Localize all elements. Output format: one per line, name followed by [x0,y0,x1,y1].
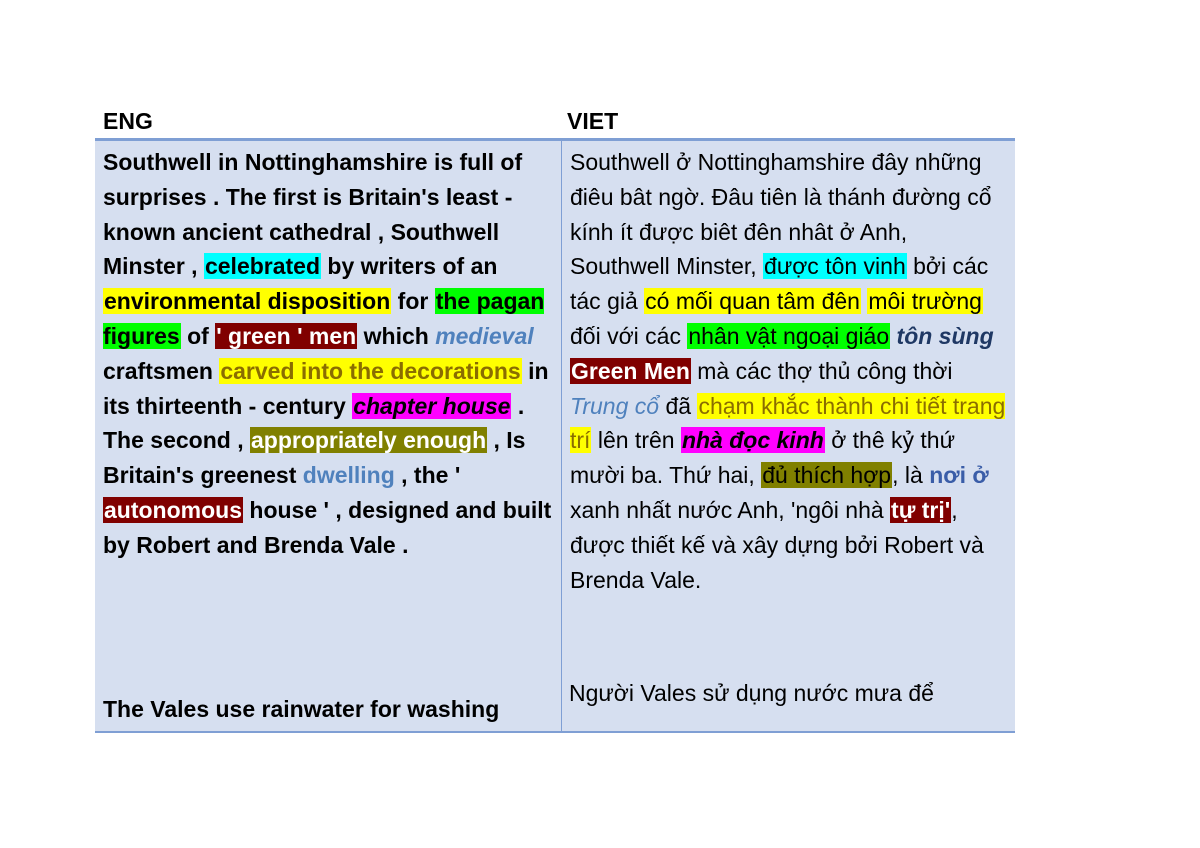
eng-text: for [397,288,429,315]
viet-highlight-green-men: Green Men [571,357,690,384]
eng-text: Southwell in Nottinghamshire is full of surprises . The first is Britain's least - known ancient cathedral , Southwell Minster , [103,149,523,280]
eng-highlight-chapter-house: chapter house [353,392,511,419]
viet-text: mà các thợ thủ công thời [697,357,953,384]
eng-text: craftsmen [103,357,213,384]
viet-column-header: VIET [567,108,619,134]
table-bottom-rule [95,731,1015,733]
eng-text: in its thirteenth - century [103,357,549,419]
eng-text: , Is Britain's greenest [103,427,526,489]
eng-highlight-carved: carved into the decorations [220,357,521,384]
eng-text: which [363,322,429,349]
viet-text: lên trên [597,427,675,454]
eng-text: house ' , designed and built by Robert and Brenda Vale . [103,496,552,558]
viet-highlight-nhan-vat: nhân vật ngoại giáo [688,322,890,349]
viet-text: đối với các [570,322,681,349]
viet-highlight-ton-sung: tôn sùng [896,322,994,349]
eng-text: , the ' [401,462,461,489]
viet-highlight-duoc-ton-vinh: được tôn vinh [764,253,906,280]
eng-text: . The second , [103,392,525,454]
viet-text: , được thiết kế và xây dựng bởi Robert và Brenda Vale. [570,496,984,593]
viet-highlight-tu-tri: tự trị' [891,496,951,523]
eng-text: by writers of an [327,253,498,280]
eng-text: of [187,322,209,349]
viet-text: ở thê kỷ thứ mười ba. Thứ hai, [570,427,955,489]
eng-last-line: The Vales use rainwater for washing [103,696,500,722]
viet-text: đã [665,392,692,419]
eng-cell [95,141,561,731]
viet-highlight-du-thich-hop: đủ thích hợp [762,462,892,489]
eng-highlight-green-men: ' green ' men [216,322,357,349]
eng-highlight-celebrated: celebrated [204,253,321,280]
viet-highlight-moi-truong: môi trường [868,288,982,315]
eng-column-header: ENG [103,108,153,134]
viet-text: Southwell ở Nottinghamshire đây những điêu bât ngờ. Đâu tiên là thánh đường cổ kính ít được biêt đên nhât ở Anh, Southwell Minster, [570,149,992,280]
eng-highlight-autonomous: autonomous [104,496,242,523]
viet-cell [561,141,1015,731]
eng-highlight-dwelling: dwelling [302,462,395,489]
eng-highlight-medieval: medieval [435,322,534,349]
viet-highlight-trung-co: Trung cổ [570,392,660,419]
eng-highlight-pagan-figures: the pagan figures [103,288,545,349]
table-header [95,104,1015,141]
viet-text: bởi các tác giả [570,253,989,315]
viet-text: xanh nhất nước Anh, 'ngôi nhà [570,496,884,523]
viet-highlight-nha-doc-kinh: nhà đọc kinh [681,427,824,454]
viet-last-line: Người Vales sử dụng nước mưa để [569,680,934,706]
viet-highlight-cham-khac: chạm khắc thành chi tiết trang trí [570,392,1006,454]
viet-highlight-co-moi-quan: có mối quan tâm đên [645,288,860,315]
viet-text: , là [892,462,923,489]
viet-highlight-noi-o: nơi ở [929,462,989,489]
eng-highlight-appropriately: appropriately enough [250,427,487,454]
eng-highlight-environmental: environmental disposition [104,288,391,315]
